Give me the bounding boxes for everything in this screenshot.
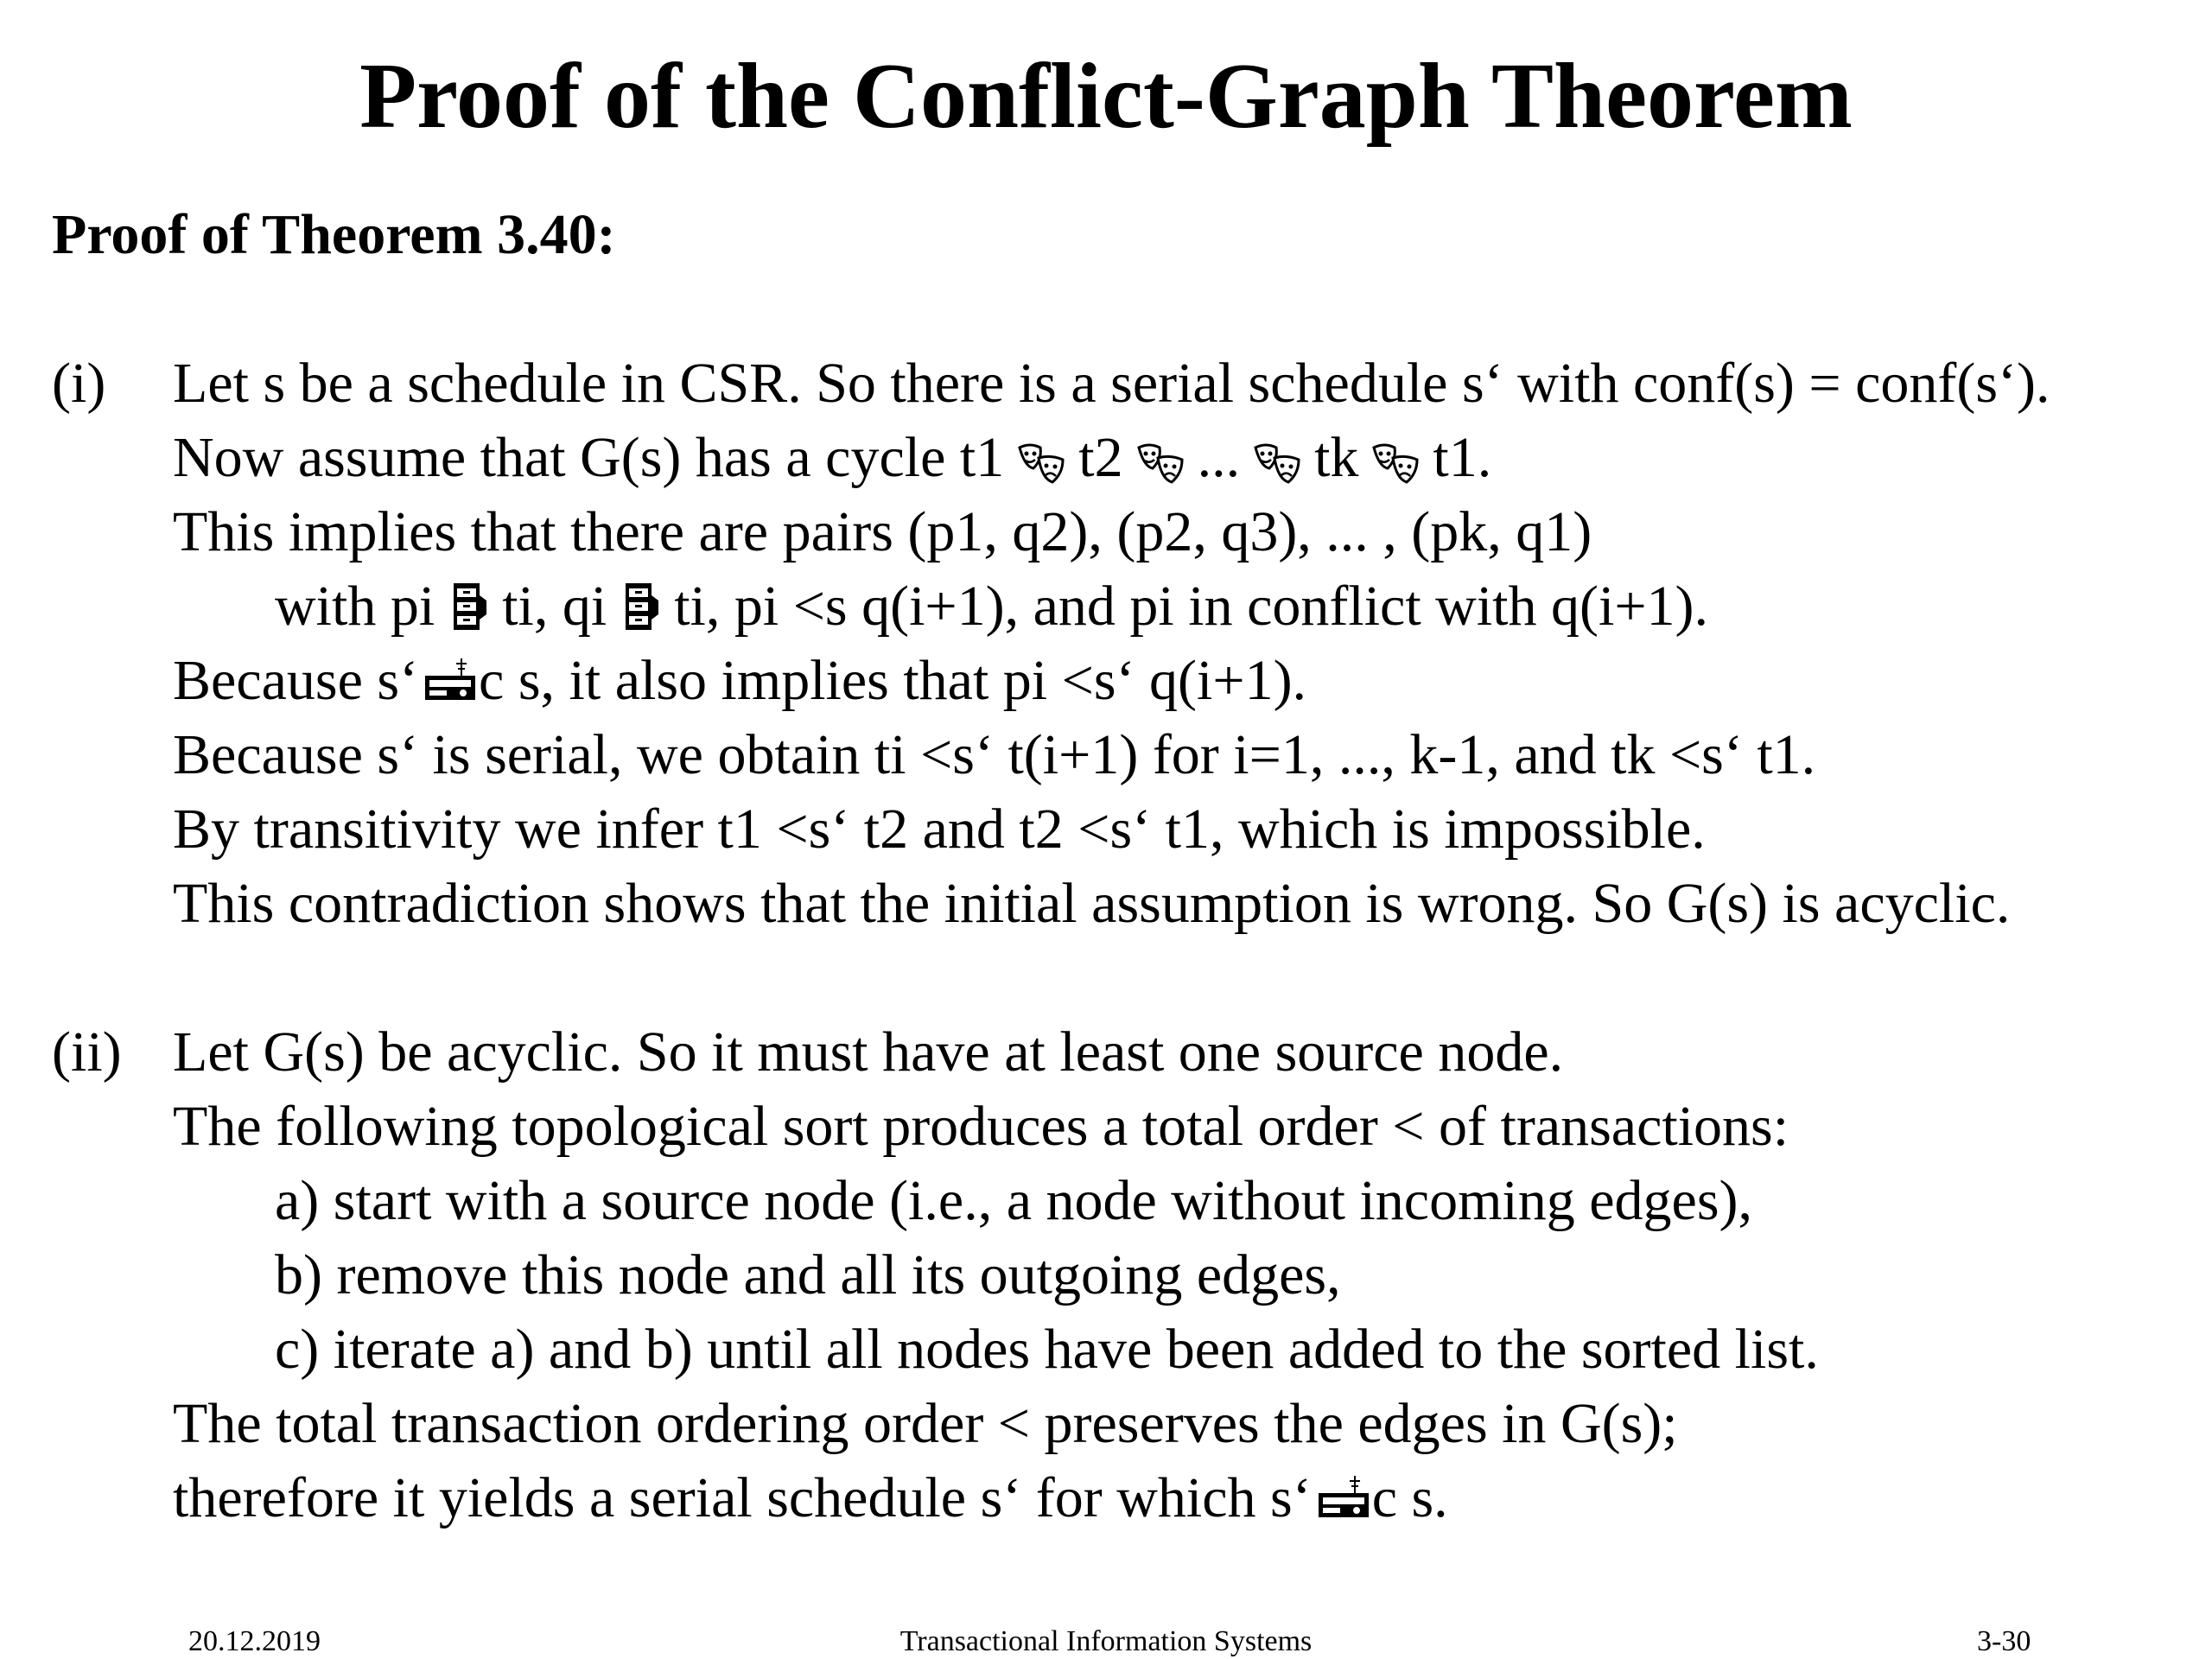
line-text: tk — [1314, 426, 1359, 489]
part-i-line-8: This contradiction shows that the initial assumption is wrong. So G(s) is acyclic. — [173, 872, 2011, 935]
line-text: Because s‘ — [173, 649, 419, 712]
line-text: c s, it also implies that pi <s‘ q(i+1). — [479, 649, 1307, 712]
line-text: t2 — [1078, 426, 1123, 489]
file-cabinet-icon — [447, 580, 490, 633]
part-ii-line-7 — [173, 1464, 1448, 1533]
line-text: ... — [1197, 426, 1241, 489]
part-i-line-2 — [173, 423, 1491, 493]
line-text: Now assume that G(s) has a cycle t1 — [173, 426, 1005, 489]
part-ii-marker: (ii) — [52, 1020, 122, 1084]
part-i-line-3: This implies that there are pairs (p1, q2), (p2, q3), ... , (pk, q1) — [173, 500, 1592, 563]
part-i-line-7: By transitivity we infer t1 <s‘ t2 and t2 <s‘ t1, which is impossible. — [173, 798, 1706, 861]
line-text: therefore it yields a serial schedule s‘ for which s‘ — [173, 1466, 1312, 1529]
part-i-marker: (i) — [52, 352, 106, 415]
part-ii-line-1: Let G(s) be acyclic. So it must have at least one source node. — [173, 1020, 1564, 1084]
line-text: ti, qi — [502, 575, 607, 638]
radio-icon — [422, 652, 479, 702]
theatre-masks-icon — [1370, 435, 1421, 481]
theatre-masks-icon — [1135, 435, 1185, 481]
footer-page-number: 3-30 — [1977, 1625, 2031, 1657]
slide-title: Proof of the Conflict-Graph Theorem — [359, 45, 1853, 148]
line-text: ti, pi <s q(i+1), and pi in conflict with q(i+1). — [674, 575, 1709, 638]
part-ii-step-b: b) remove this node and all its outgoing edges, — [275, 1243, 1341, 1306]
theatre-masks-icon — [1252, 435, 1302, 481]
file-cabinet-icon — [619, 580, 662, 633]
line-text: t1. — [1433, 426, 1492, 489]
footer-date: 20.12.2019 — [188, 1625, 321, 1657]
footer-course-title: Transactional Information Systems — [899, 1625, 1313, 1657]
part-ii-step-a: a) start with a source node (i.e., a node without incoming edges), — [275, 1169, 1753, 1232]
line-text: c s. — [1371, 1466, 1448, 1529]
part-i-line-1: Let s be a schedule in CSR. So there is a serial schedule s‘ with conf(s) = conf(s‘). — [173, 352, 2050, 415]
radio-icon — [1315, 1470, 1372, 1520]
part-ii-line-2: The following topological sort produces a total order < of transactions: — [173, 1095, 1789, 1158]
part-i-line-6: Because s‘ is serial, we obtain ti <s‘ t(i+1) for i=1, ..., k-1, and tk <s‘ t1. — [173, 723, 1816, 786]
part-ii-step-c: c) iterate a) and b) until all nodes have been added to the sorted list. — [275, 1318, 1819, 1381]
proof-heading: Proof of Theorem 3.40: — [52, 203, 616, 266]
part-i-line-5 — [173, 646, 1306, 715]
part-ii-line-6: The total transaction ordering order < preserves the edges in G(s); — [173, 1392, 1678, 1455]
line-text: with pi — [275, 575, 435, 638]
part-i-line-4 — [275, 572, 1708, 641]
theatre-masks-icon — [1016, 435, 1066, 481]
